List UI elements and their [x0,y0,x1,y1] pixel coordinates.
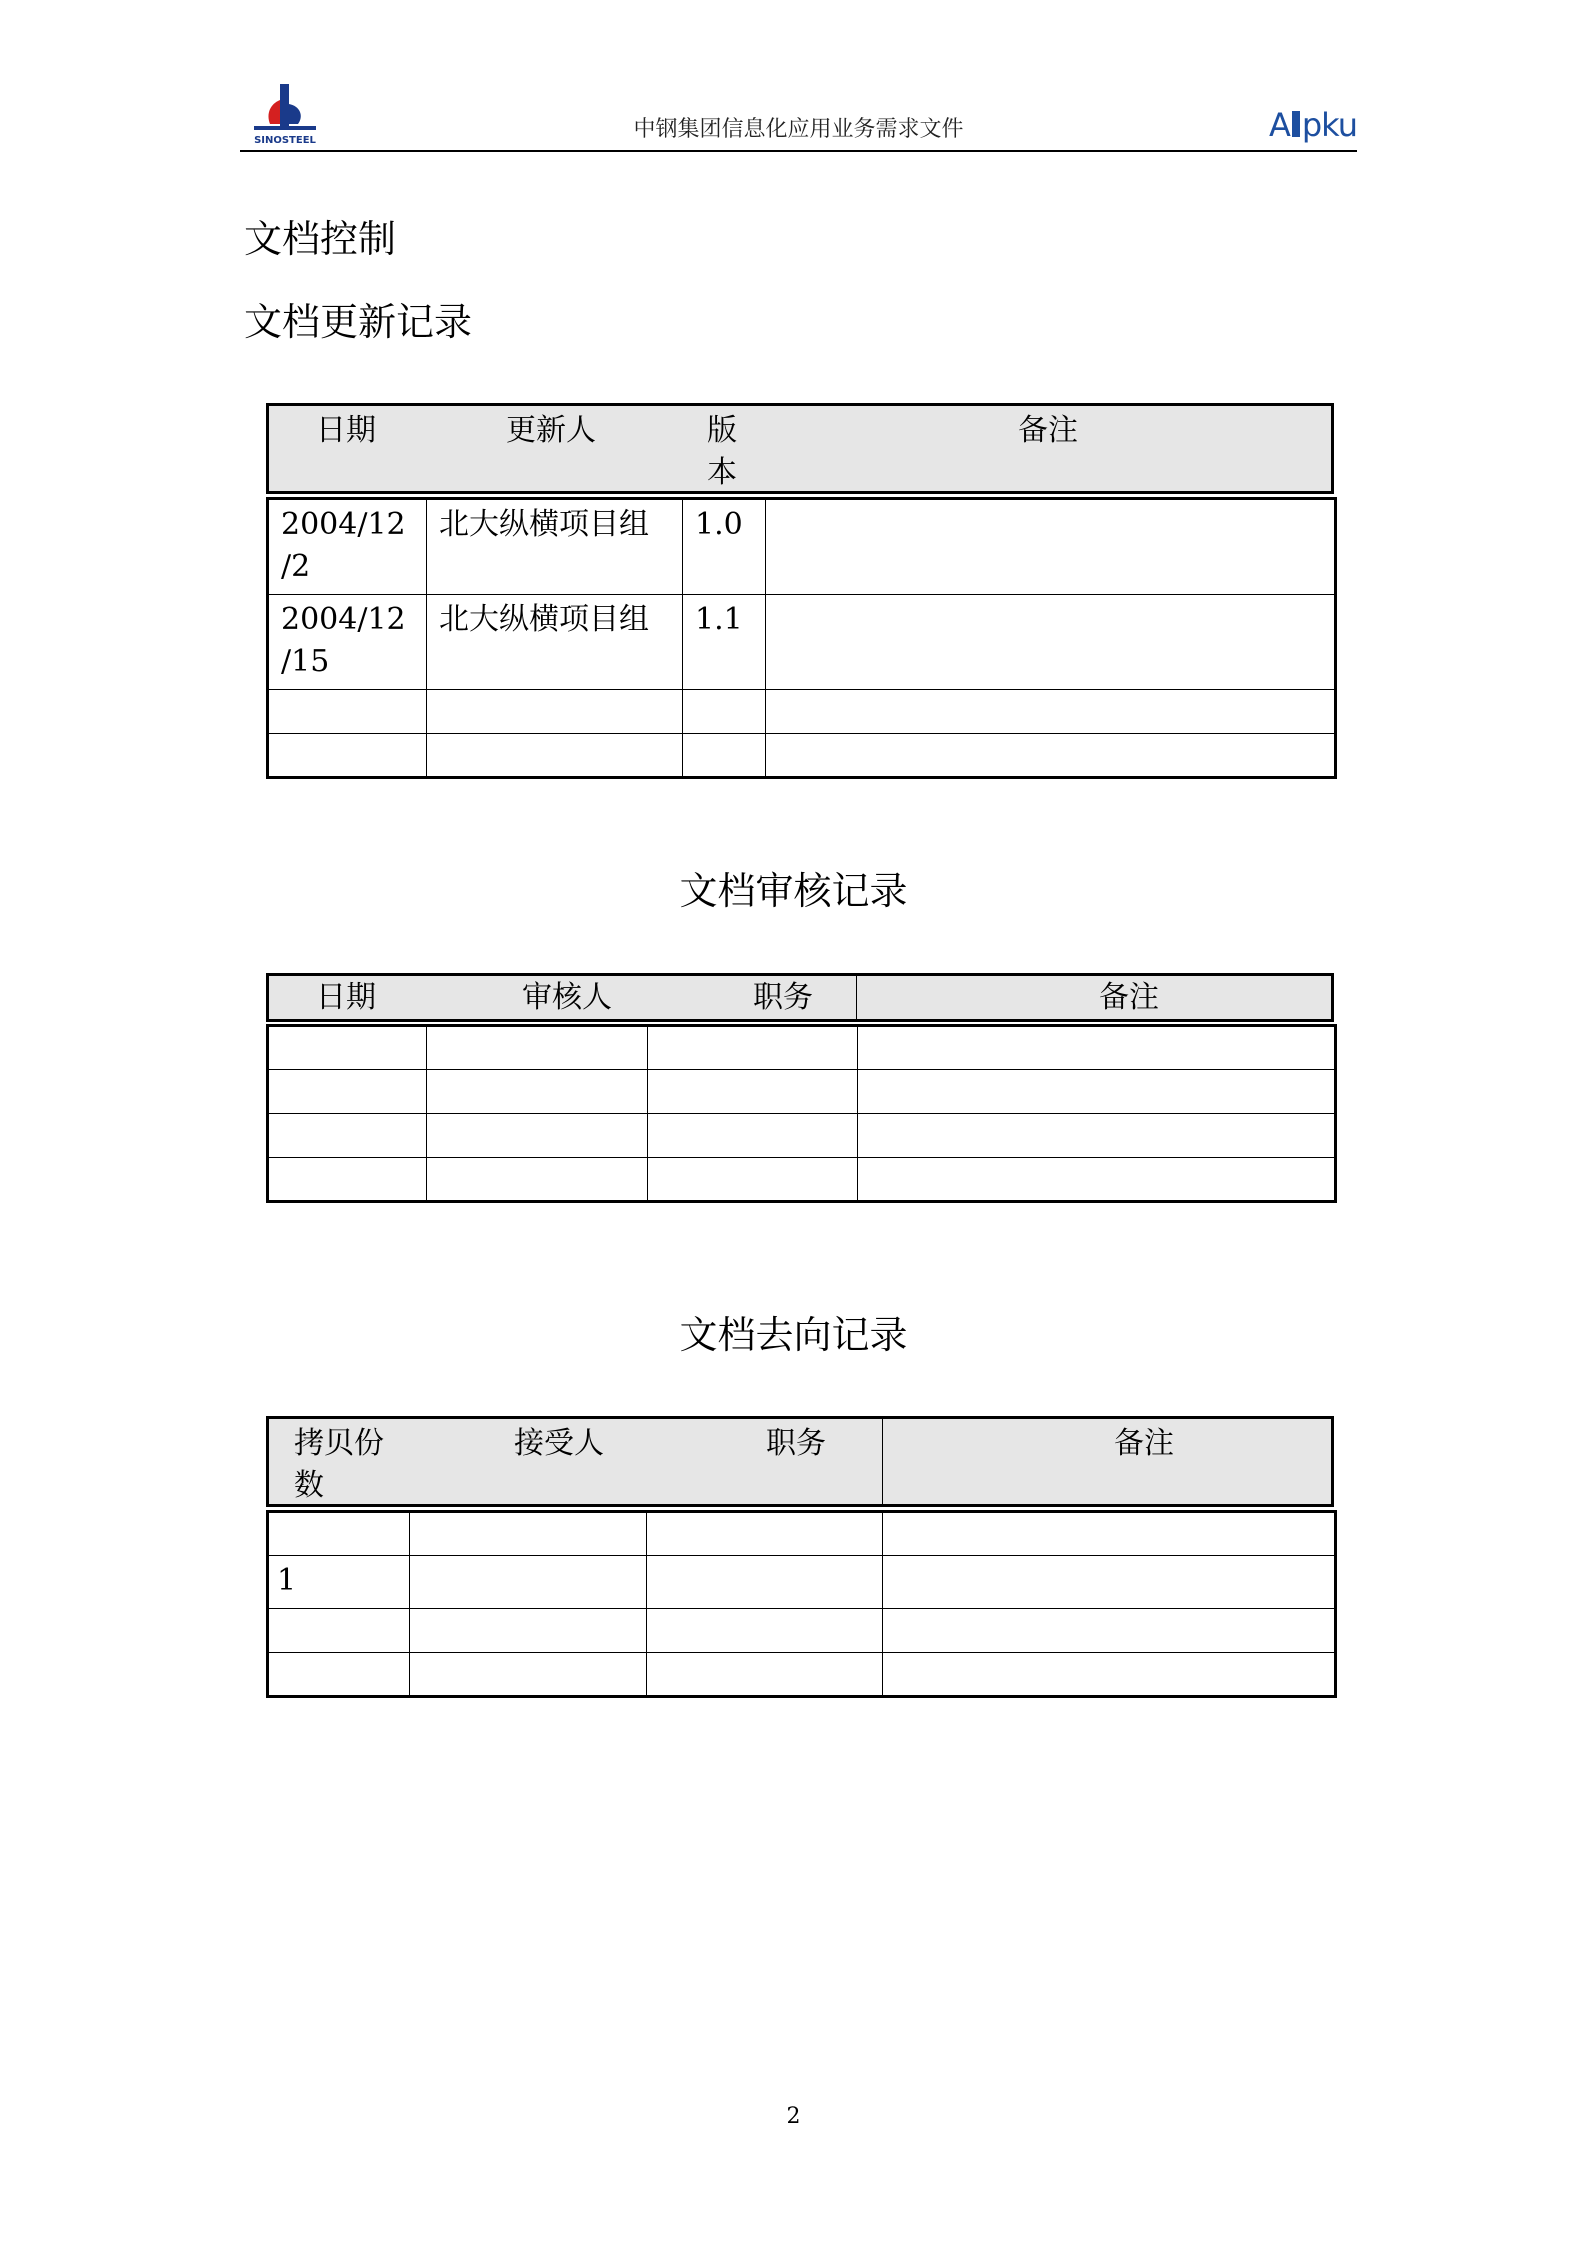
allpku-logo [1269,106,1357,144]
header-receiver: 接受人 [514,1426,604,1461]
table-cell [858,1158,1336,1202]
table-cell [427,1026,648,1070]
table-row [268,595,1336,690]
header-position: 职务 [753,980,813,1015]
cell-date-line-1: 2004/12 [281,602,406,637]
update-table-header [266,403,1334,494]
update-record-title: 文档更新记录 [244,300,473,344]
table-cell [268,1026,427,1070]
cell-copies [268,1653,410,1697]
cell-receiver [410,1556,647,1609]
cell-note [883,1609,1336,1653]
table-cell [858,1114,1336,1158]
cell-receiver [410,1653,647,1697]
cell-updater [427,690,683,734]
table-row [268,1070,1336,1114]
cell-updater [427,734,683,778]
table-row [268,1158,1336,1202]
header-note: 备注 [1018,413,1078,448]
cell-position [647,1653,883,1697]
cell-date-line-1: 2004/12 [281,507,406,542]
table-cell [858,1070,1336,1114]
table-cell [427,1114,648,1158]
distribution-table-header [266,1416,1334,1507]
cell-date [268,499,427,595]
table-cell [268,1070,427,1114]
cell-version [683,734,766,778]
logo-text: SINOSTEEL [254,135,316,146]
cell-copies [268,1609,410,1653]
cell-note [766,499,1336,595]
cell-note [766,690,1336,734]
table-row [268,499,1336,595]
cell-date [268,595,427,690]
review-record-title: 文档审核记录 [679,869,908,913]
doc-control-title: 文档控制 [244,217,397,261]
table-row [268,690,1336,734]
cell-date-line-2: /2 [281,549,311,584]
cell-updater: 北大纵横项目组 [427,595,683,690]
cell-date [268,690,427,734]
header-reviewer: 审核人 [522,980,612,1015]
cell-position [647,1556,883,1609]
table-row [268,734,1336,778]
table-row [268,1556,1336,1609]
header-version-2: 本 [707,455,737,490]
cell-receiver [410,1512,647,1556]
header-divider [882,1419,883,1504]
header-date: 日期 [316,980,376,1015]
cell-note [766,734,1336,778]
header-title: 中钢集团信息化应用业务需求文件 [633,117,964,142]
logo-right-text: pku [1301,106,1357,144]
table-cell [427,1158,648,1202]
table-row [268,1512,1336,1556]
cell-version: 1.0 [683,499,766,595]
update-table [266,497,1337,779]
cell-updater: 北大纵横项目组 [427,499,683,595]
cell-note [883,1556,1336,1609]
table-cell [427,1070,648,1114]
header-copies-2: 数 [294,1468,324,1503]
table-cell [648,1158,858,1202]
cell-version: 1.1 [683,595,766,690]
header-version-1: 版 [707,413,737,448]
table-row [268,1609,1336,1653]
table-row [268,1026,1336,1070]
header-note: 备注 [1099,980,1159,1015]
distribution-table [266,1510,1337,1698]
cell-position [647,1609,883,1653]
page-header [240,60,1357,152]
table-cell [648,1070,858,1114]
cell-position [647,1512,883,1556]
header-note: 备注 [1114,1426,1174,1461]
table-cell [268,1114,427,1158]
page-number: 2 [786,2104,801,2129]
table-cell [858,1026,1336,1070]
logo-bar [1292,111,1300,137]
table-cell [648,1114,858,1158]
cell-note [883,1653,1336,1697]
distribution-record-title: 文档去向记录 [679,1313,908,1357]
cell-version [683,690,766,734]
review-table [266,1024,1337,1203]
header-copies-1: 拷贝份 [294,1426,384,1461]
cell-date-line-2: /15 [281,644,330,679]
cell-note [766,595,1336,690]
table-row [268,1114,1336,1158]
cell-date [268,734,427,778]
review-table-header [266,973,1334,1022]
cell-receiver [410,1609,647,1653]
header-date: 日期 [316,413,376,448]
cell-note [883,1512,1336,1556]
logo-left-letter: A [1268,106,1290,144]
cell-copies [268,1512,410,1556]
header-position: 职务 [766,1426,826,1461]
cell-copies: 1 [268,1556,410,1609]
table-cell [648,1026,858,1070]
table-row [268,1653,1336,1697]
header-divider [856,976,857,1019]
table-cell [268,1158,427,1202]
header-updater: 更新人 [506,413,596,448]
